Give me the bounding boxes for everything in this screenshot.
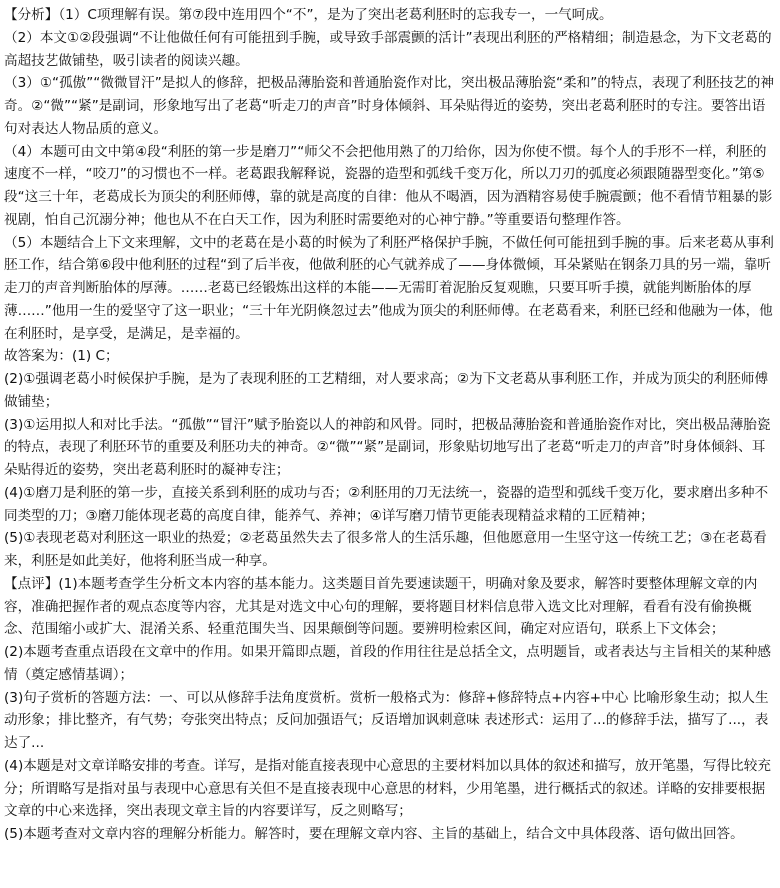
comment-q5: (5)本题考查对文章内容的理解分析能力。解答时，要在理解文章内容、主旨的基础上，结合文中具体段落、语句做出回答。 <box>4 826 744 842</box>
answer-q4: (4)①磨刀是利胚的第一步，直接关系到利胚的成功与否；②利胚用的刀无法统一，瓷器的造型和弧线千变万化，要求磨出多种不同类型的刀；③磨刀能体现老葛的高度自律，能养气、养神；④详写磨刀情节更能表现精益求精的工匠精神； <box>4 484 769 524</box>
answer-q5: (5)①表现老葛对利胚这一职业的热爱；②老葛虽然失去了很多常人的生活乐趣，但他愿意用一生坚守这一传统工艺；③在老葛看来，利胚是如此美好，他将利胚当成一种享。 <box>4 530 767 569</box>
comment-q4: (4)本题是对文章详略安排的考查。详写，是指对能直接表现中心意思的主要材料加以具体的叙述和描写，放开笔墨，写得比较充分；所谓略写是指对虽与表现中心意思有关但不是直接表现中心意思的材料，少用笔墨，进行概括式的叙述。详略的安排要根据文章的中心来选择，突出表现文章主旨的内容要详写，反之则略写； <box>4 757 771 820</box>
analysis-q4: （4）本题可由文中第④段“利胚的第一步是磨刀”“师父不会把他用熟了的刀给你，因为你使不惯。每个人的手形不一样，利胚的速度不一样，“咬刀”的习惯也不一样。老葛跟我解释说，瓷器的造型和弧线千变万化，所以刀刃的弧度必须跟随器型变化。”第⑤段“这三十年，老葛成长为顶尖的利胚师傅，靠的就是高度的自律：他从不喝酒，因为酒精容易使手腕震颤；他不看情节粗暴的影视剧，怕自己沉溺分神；他也从不在白天工作，因为利胚时需要绝对的心神宁静。”等重要语句整理作答。 <box>4 143 773 228</box>
answer-q1: 故答案为：(1) C； <box>4 348 119 365</box>
analysis-q2: （2）本文①②段强调“不让他做任何有可能扭到手腕，或导致手部震颤的活计”表现出利胚的严格精细；制造悬念，为下文老葛的高超技艺做铺垫，吸引读者的阅读兴趣。 <box>4 29 772 69</box>
analysis-intro-q1: 【分析】（1）C项理解有误。第⑦段中连用四个“不”，是为了突出老葛利胚时的忘我专一，一气呵成。 <box>4 7 613 23</box>
answer-q3: (3)①运用拟人和对比手法。“孤傲”“冒汗”赋予胎瓷以人的神韵和风骨。同时，把极品薄胎瓷和普通胎瓷作对比，突出极品薄胎瓷的特点，表现了利胚环节的重要及利胚功夫的神奇。②“微”“紧”是副词，形象贴切地写出了老葛“听走刀的声音”时身体倾斜、耳朵贴得近的姿势，突出老葛利胚时的凝神专注； <box>4 416 771 478</box>
answer-q2: (2)①强调老葛小时候保护手腕，是为了表现利胚的工艺精细，对人要求高；②为下文老葛从事利胚工作，并成为顶尖的利胚师傅做铺垫； <box>4 371 769 410</box>
analysis-q5: （5）本题结合上下文来理解，文中的老葛在是小葛的时候为了利胚严格保护手腕，不做任何可能扭到手腕的事。后来老葛从事利胚工作，结合第⑥段中他利胚的过程“到了后半夜，他做利胚的心气就养成了——身体微倾，耳朵紧贴在钢条刀具的另一端，靠听走刀的声音判断胎体的厚薄。……老葛已经锻炼出这样的本能——无需盯着泥胎反复观瞧，只要耳听手摸，就能判断胎体的厚薄……”他用一生的爱坚守了这一职业；“三十年光阴倏忽过去”他成为顶尖的利胚师傅。在老葛看来，利胚已经和他融为一体，他在利胚时，是享受，是满足，是幸福的。 <box>4 234 774 342</box>
comment-q2: (2)本题考查重点语段在文章中的作用。如果开篇即点题，首段的作用往往是总括全文，点明题旨，或者表达与主旨相关的某种感情（奠定感情基调）； <box>4 644 771 683</box>
comment-q1: 【点评】(1)本题考查学生分析文本内容的基本能力。这类题目首先要速读题干，明确对象及要求，解答时要整体理解文章的内容，准确把握作者的观点态度等内容，尤其是对选文中心句的理解，要将题目材料信息带入选文比对理解，看看有没有偷换概念、范围缩小或扩大、混淆关系、轻重范围失当、因果颠倒等问题。要辨明检索区间，确定对应语句，联系上下文体会； <box>4 575 758 638</box>
comment-q3: (3)句子赏析的答题方法：一、可以从修辞手法角度赏析。赏析一般格式为：修辞+修辞特点+内容+中心 比喻形象生动；拟人生动形象；排比整齐，有气势；夸张突出特点；反问加强语气；反语增加讽刺意味 表述形式：运用了...的修辞手法，描写了...，表达了... <box>4 689 769 751</box>
analysis-q3: （3）①“孤傲”“微微冒汗”是拟人的修辞，把极品薄胎瓷和普通胎瓷作对比，突出极品薄胎瓷“柔和”的特点，表现了利胚技艺的神奇。②“微”“紧”是副词，形象地写出了老葛“听走刀的声音”时身体倾斜、耳朵贴得近的姿势，突出老葛利胚时的专注。要答出语句对表达人物品质的意义。 <box>4 75 774 137</box>
